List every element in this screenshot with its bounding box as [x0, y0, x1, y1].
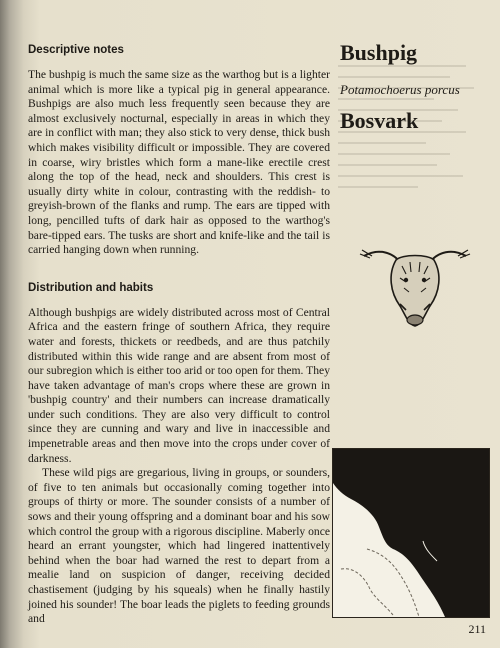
- descriptive-notes-paragraph: The bushpig is much the same size as the warthog but is a lighter animal which is more like a typical pig in general appearance. Bushpigs are also much less frequently seen because they are almost exclusively nocturnal, especially in areas in which they are in conflict with man; they also stick to very dense, thick bush which makes visibility difficult or impossible. They are covered in coarse, wiry bristles which form a mane-like erectile crest along the top of the head, neck and shoulders. This crest is usually dirty white in colour, contrasting with the reddish- to greyish-brown of the flanks and rump. The ears are tipped with long, pencilled tufts of dark hair as opposed to the warthog's bare-tipped ears. The tusks are short and knife-like and the tail is carried hanging down when running.: [28, 68, 330, 257]
- page-number: 211: [468, 622, 486, 636]
- descriptive-notes-heading: Descriptive notes: [28, 44, 124, 56]
- afrikaans-name-title: Bosvark: [340, 108, 419, 133]
- distribution-heading: Distribution and habits: [28, 281, 154, 294]
- main-text-column: [28, 44, 330, 627]
- species-title-block: [340, 40, 490, 134]
- bushpig-head-illustration: [356, 244, 474, 330]
- scientific-name: Potamochoerus porcus: [340, 82, 460, 97]
- common-name-title: Bushpig: [340, 40, 418, 65]
- distribution-map: [332, 448, 490, 618]
- distribution-paragraph-1: Although bushpigs are widely distributed across most of Central Africa and the eastern fringe of southern Africa, they require water and forests, thickets or reedbeds, and are thus patchily distributed within this wide range and are absent from most of our subregion which is either too arid or too open for them. They have taken advantage of man's crops where these are grown in 'bushpig country' and their numbers can increase dramatically under such conditions. They are also very difficult to control since they are cunning and wary and live in inaccessible and impenetrable areas and then move into the crops under cover of darkness.: [28, 305, 330, 465]
- distribution-paragraph-2: These wild pigs are gregarious, living in groups, or sounders, of five to ten animals but occasionally coming together into groups of thirty or more. The sounder consists of a number of sows and their young offspring and a dominant boar and his sow which control the group with a rigorous discipline. Maberly once heard an errant youngster, which had lingered inattentively behind when the boar had warned the rest to depart from a mealie land on suspicion of danger, receiving decided chastisement (judging by his squeals) when he finally hastily joined his sounder! The boar leads the piglets to feeding grounds and: [28, 466, 331, 626]
